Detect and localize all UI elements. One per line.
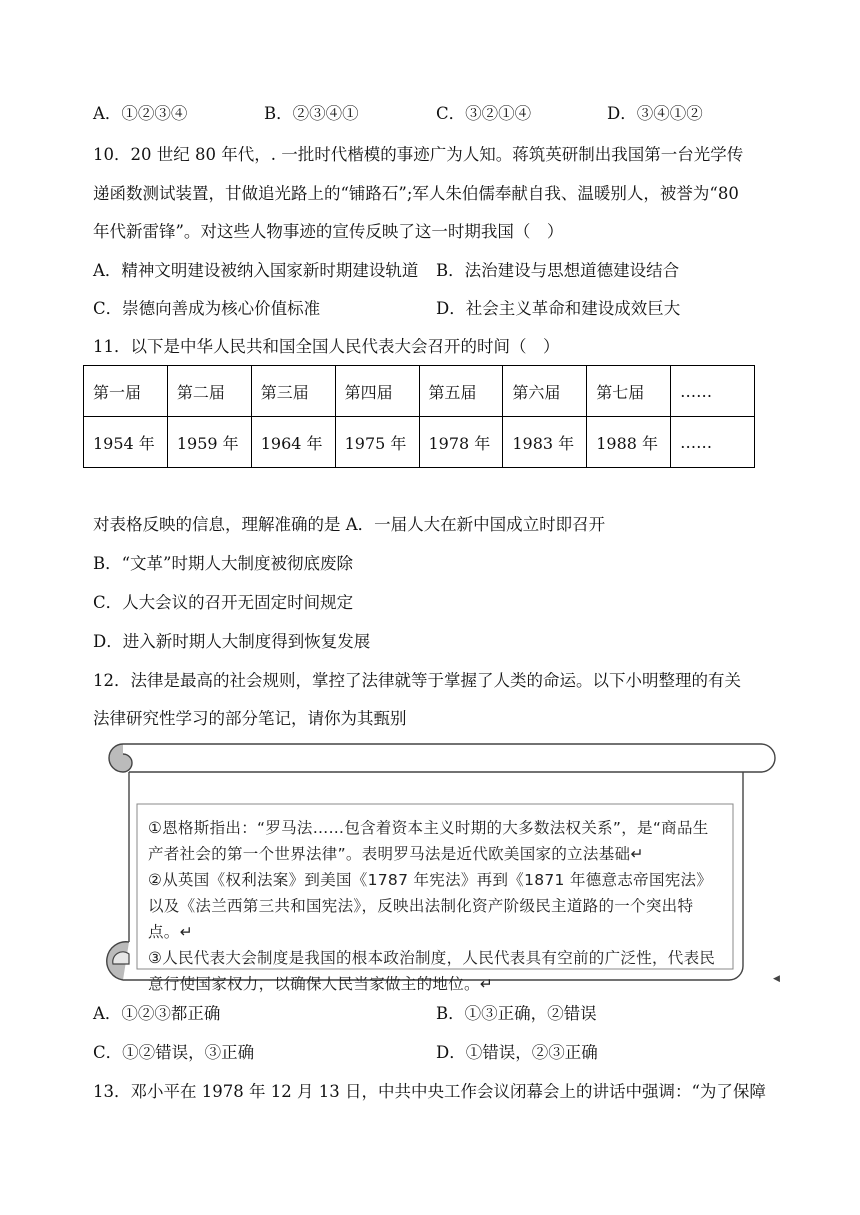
table-cell: 1983 年	[503, 417, 587, 468]
table-cell: 第六届	[503, 366, 587, 417]
q10-stem-line-2: 递函数测试装置，甘做追光路上的“铺路石”;军人朱伯儒奉献自我、温暖别人，被誉为“80	[93, 184, 739, 203]
table-cell: 1959 年	[167, 417, 251, 468]
q10-option-c: C．崇德向善成为核心价值标准	[93, 299, 321, 318]
table-cell: 第二届	[167, 366, 251, 417]
q10-stem-line-1: 10．20 世纪 80 年代，. 一批时代楷模的事迹广为人知。蒋筑英研制出我国第一台光学传	[93, 145, 744, 164]
npc-sessions-table	[83, 365, 755, 468]
q10-option-a: A．精神文明建设被纳入国家新时期建设轨道	[93, 261, 419, 280]
table-cell: 第七届	[587, 366, 671, 417]
q12-option-d: D．①错误，②③正确	[436, 1043, 598, 1062]
scroll-notes	[148, 815, 720, 997]
table-cell: 第一届	[84, 366, 168, 417]
q12-option-c: C．①②错误，③正确	[93, 1043, 255, 1062]
table-header-row	[84, 366, 755, 417]
q11-stem: 11．以下是中华人民共和国全国人民代表大会召开的时间（ ）	[93, 337, 560, 356]
table-cell: 1978 年	[419, 417, 503, 468]
table-cell: 第四届	[335, 366, 419, 417]
q12-stem-line-1: 12．法律是最高的社会规则，掌控了法律就等于掌握了人类的命运。以下小明整理的有关	[93, 671, 741, 690]
q10-option-b: B．法治建设与思想道德建设结合	[436, 261, 680, 280]
table-cell: ……	[671, 417, 755, 468]
table-cell: 1954 年	[84, 417, 168, 468]
q11-option-c: C．人大会议的召开无固定时间规定	[93, 593, 354, 612]
q12-option-a: A．①②③都正确	[93, 1004, 221, 1023]
q11-option-d: D．进入新时期人大制度得到恢复发展	[93, 632, 371, 651]
small-arrow-icon: ◀	[773, 974, 780, 984]
q9-option-a: A．①②③④	[93, 104, 188, 123]
q10-option-d: D．社会主义革命和建设成效巨大	[436, 299, 681, 318]
q12-stem-line-2: 法律研究性学习的部分笔记，请你为其甄别	[93, 709, 407, 728]
q11-option-a-line: 对表格反映的信息，理解准确的是 A．一届人大在新中国成立时即召开	[93, 515, 606, 534]
table-cell: 1975 年	[335, 417, 419, 468]
table-cell: 第三届	[251, 366, 335, 417]
table-cell: 第五届	[419, 366, 503, 417]
q13-stem-line-1: 13．邓小平在 1978 年 12 月 13 日，中共中央工作会议闭幕会上的讲话中强调：“为了保障	[93, 1082, 766, 1101]
table-cell: 1964 年	[251, 417, 335, 468]
q9-option-d: D．③④①②	[607, 104, 703, 123]
note-item: ①恩格斯指出：“罗马法……包含着资本主义时期的大多数法权关系”，是“商品生产者社会的第一个世界法律”。表明罗马法是近代欧美国家的立法基础↵	[148, 819, 709, 863]
note-item: ③人民代表大会制度是我国的根本政治制度，人民代表具有空前的广泛性，代表民意行使国家权力，以确保人民当家做主的地位。↵	[148, 949, 716, 993]
q9-option-b: B．②③④①	[264, 104, 359, 123]
table-cell: ……	[671, 366, 755, 417]
q12-option-b: B．①③正确，②错误	[436, 1004, 597, 1023]
table-row	[84, 417, 755, 468]
q11-option-b: B．“文革”时期人大制度被彻底废除	[93, 554, 353, 573]
note-item: ②从英国《权利法案》到美国《1787 年宪法》再到《1871 年德意志帝国宪法》以及《法兰西第三共和国宪法》，反映出法制化资产阶级民主道路的一个突出特点。↵	[148, 871, 713, 941]
table-cell: 1988 年	[587, 417, 671, 468]
q10-stem-line-3: 年代新雷锋”。对这些人物事迹的宣传反映了这一时期我国（ ）	[93, 222, 564, 241]
q9-option-c: C．③②①④	[436, 104, 532, 123]
